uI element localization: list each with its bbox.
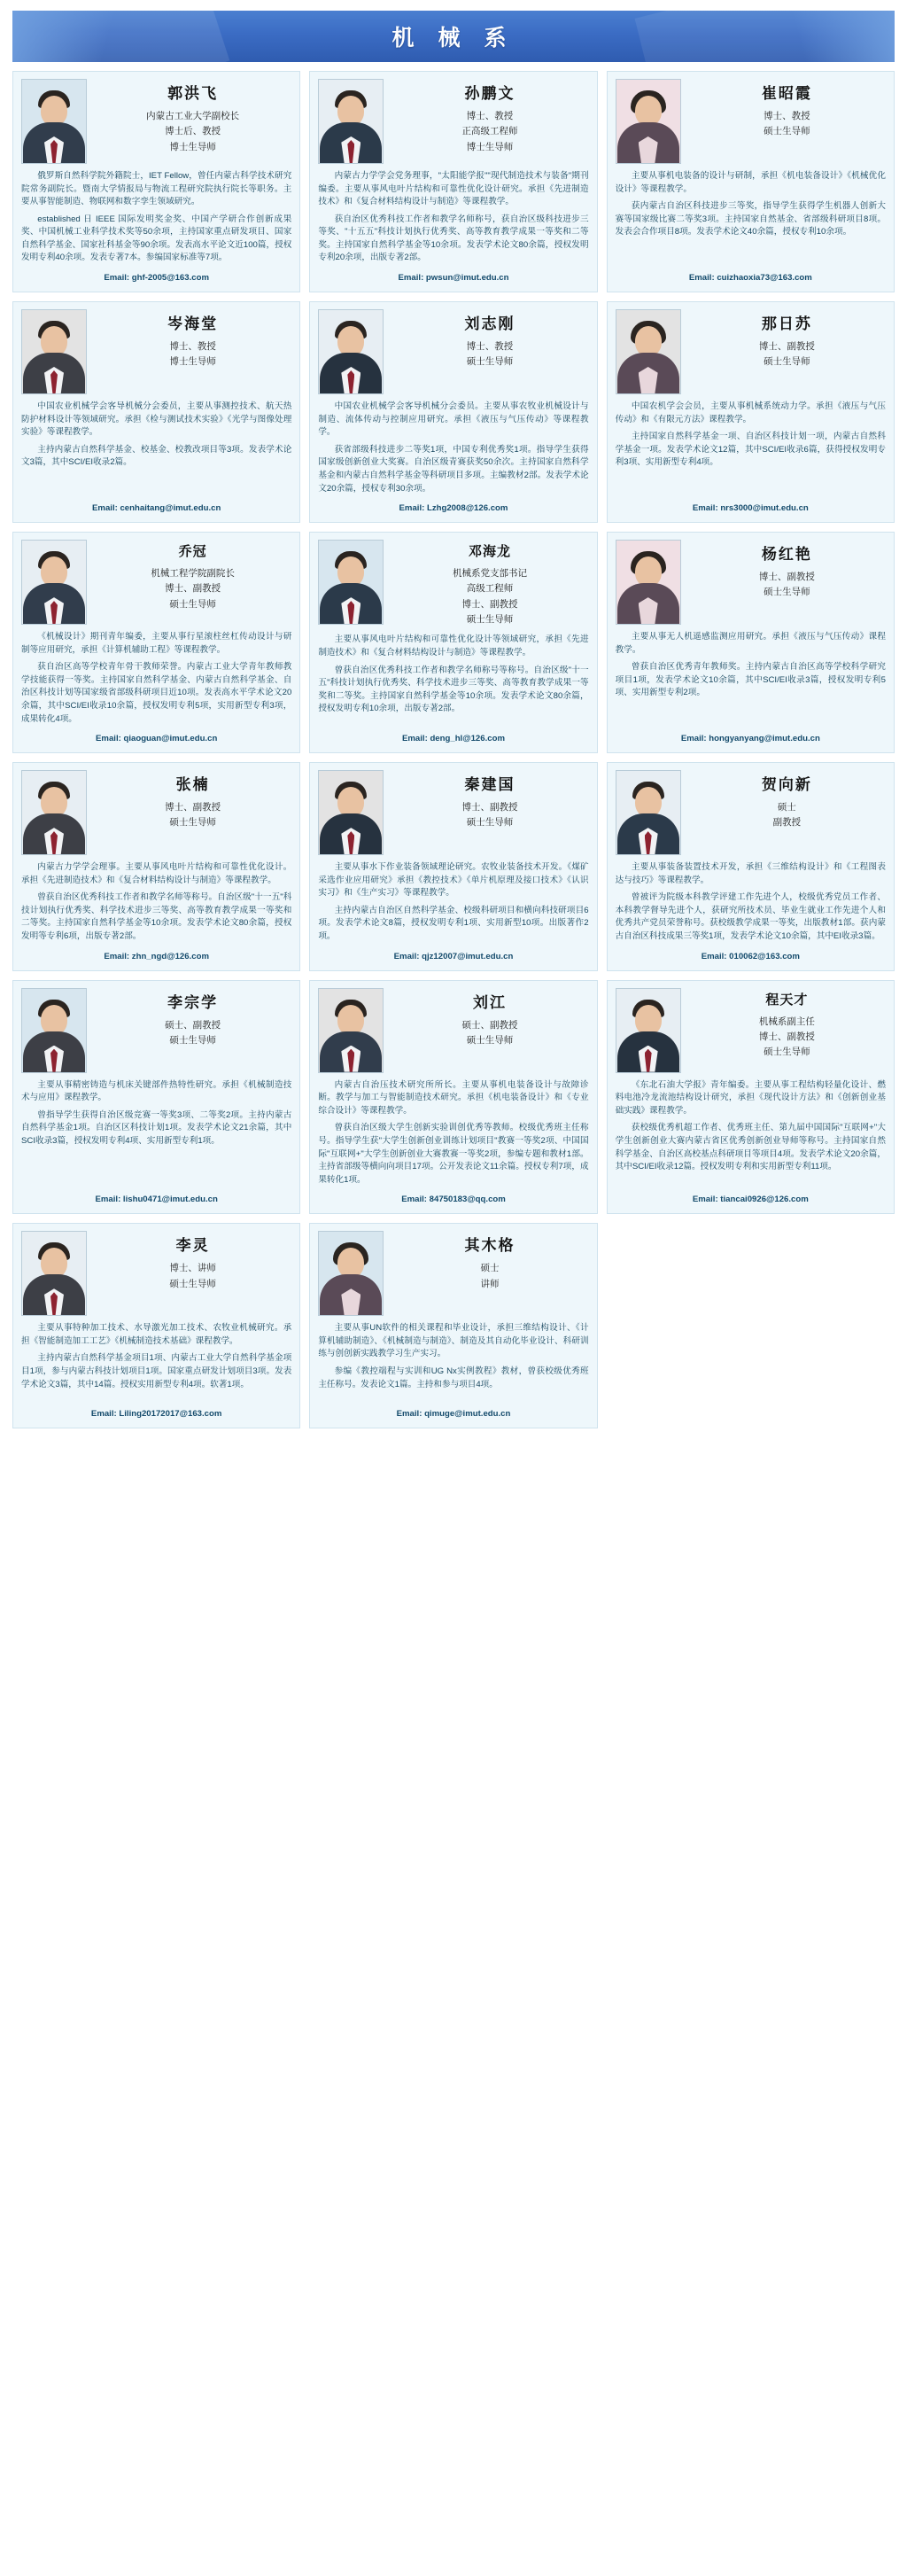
faculty-email[interactable]: Email: tiancai0926@126.com [692, 1195, 809, 1205]
faculty-title-line: 硕士生导师 [169, 817, 216, 829]
faculty-card [12, 762, 300, 970]
bio-paragraph: 获自治区优秀科技工作者和教学名师称号，获自治区级科技进步三等奖、"十五五"科技计划执行优秀奖、高等教育教学成果一等奖和二等奖。主持国家自然科学基金等10余项。发表学术论文80余篇，授权发明专利20余项，出版专著2部。 [318, 214, 589, 263]
bio-paragraph: 主要从事精密铸造与机床关键部件热特性研究。承担《机械制造技术与应用》课程教学。 [21, 1079, 292, 1103]
bio-paragraph: 主要从事风电叶片结构和可靠性优化设计等领域研究，承担《先进制造技术》和《复合材料结构设计与制造》等课程教学。 [318, 634, 589, 658]
faculty-name: 岑海堂 [167, 315, 219, 333]
faculty-card [607, 762, 895, 970]
faculty-title-line: 硕士生导师 [466, 817, 514, 829]
avatar [21, 79, 87, 164]
faculty-bio [318, 170, 588, 269]
name-block [94, 770, 291, 831]
card-header [318, 309, 588, 394]
name-block [94, 309, 291, 370]
faculty-bio [318, 861, 588, 947]
faculty-title-line: 硕士、副教授 [165, 1019, 221, 1031]
faculty-email[interactable]: Email: qjz12007@imut.edu.cn [393, 951, 514, 961]
faculty-title-line: 副教授 [772, 817, 802, 829]
faculty-bio [21, 1322, 291, 1405]
avatar [318, 1231, 384, 1316]
faculty-title-line: 博士生导师 [466, 141, 514, 152]
faculty-bio [21, 170, 291, 269]
avatar [318, 79, 384, 164]
avatar [21, 309, 87, 394]
faculty-titles [391, 800, 588, 831]
bio-paragraph: 《东北石油大学报》青年编委。主要从事工程结构轻量化设计、燃料电池冷龙流池结构设计研究，承担《现代设计方法》和《创新创业基础实践》课程教学。 [615, 1079, 886, 1116]
faculty-bio [21, 401, 291, 500]
bio-paragraph: 曾获自治区优秀青年教师奖。主持内蒙古自治区高等学校科学研究项目1项，发表学术论文10余篇，其中SCI/EI收录3篇，授权发明专利5项、实用新型专利2项。 [615, 662, 886, 698]
faculty-name: 其木格 [464, 1237, 516, 1255]
bio-paragraph: 中国农业机械学会客导机械分会委员，主要从事测控技术、航天热防护材料设计等领域研究。承担《检与测试技术实验》《光学与图像处理实验》等课程教学。 [21, 401, 292, 438]
faculty-name: 秦建国 [464, 776, 516, 794]
bio-paragraph: 主要从事机电装备的设计与研制，承担《机电装备设计》《机械优化设计》等课程教学。 [615, 171, 886, 194]
faculty-card [309, 532, 597, 753]
card-header [616, 309, 886, 394]
avatar [616, 988, 681, 1073]
card-header [616, 770, 886, 855]
faculty-name: 郭洪飞 [167, 85, 219, 102]
faculty-bio [616, 631, 886, 730]
bio-paragraph: 曾被评为院级本科教学评建工作先进个人，校级优秀党员工作者、本科教学督导先进个人，获研究所技术员、毕业生就业工作先进个人和优秀共产党员荣誉称号。获校级教学成果一等奖，出版教材1部。获内蒙古自治区科技成果三等奖1项，发表学术论文10余篇，其中EI收录3篇。 [615, 892, 886, 942]
bio-paragraph: 主要从事UN软件的相关课程和毕业设计，承担三维结构设计、《计算机辅助制造》、《机械制造与制造》、制造及其自动化毕业设计、科研训练与创创新实践教学习生产实习。 [318, 1323, 589, 1359]
bio-paragraph: 曾获自治区级大学生创新实验训创优秀等教师。校级优秀班主任称号。指导学生获"大学生创新创业训练计划项目"教赛一等奖2项、中国国际"互联网+"大学生创新创业大赛教赛一等奖2项，参编专题和教材1部。主持省部级等横向向项目17项。公开发表论文11余篇。授权专利7项，成果转化1项。 [318, 1123, 589, 1185]
avatar [21, 988, 87, 1073]
faculty-title-line: 硕士、副教授 [461, 1019, 518, 1031]
bio-paragraph: 主持内蒙古自治区自然科学基金、校级科研项目和横向科技研项目6项。发表学术论文8篇，授权发明专利1项、实用新型10项。出版著作2项。 [318, 905, 589, 942]
faculty-titles [688, 109, 886, 140]
faculty-title-line: 博士、讲师 [169, 1263, 216, 1274]
faculty-card [12, 71, 300, 292]
faculty-email[interactable]: Email: zhn_ngd@126.com [104, 951, 209, 961]
faculty-titles [688, 1015, 886, 1061]
page-banner [12, 11, 895, 62]
faculty-titles [94, 1261, 291, 1292]
avatar [616, 540, 681, 625]
faculty-titles [94, 566, 291, 612]
bio-paragraph: 主要从事水下作业装备领域理论研究。农牧业装备技术开发。《煤矿采选作业应用研究》承担《教控技术》《单片机原理及接口技术》《认识实习》和《生产实习》等课程教学。 [318, 862, 589, 899]
faculty-titles [688, 339, 886, 370]
card-header [21, 770, 291, 855]
faculty-titles [94, 339, 291, 370]
faculty-page [0, 11, 907, 2576]
faculty-email[interactable]: Email: deng_hl@126.com [401, 734, 505, 744]
faculty-title-line: 机械工程学院副院长 [151, 568, 235, 580]
faculty-card [309, 301, 597, 523]
bio-paragraph: 《机械设计》期刊青年编委，主要从事行星滚柱丝杠传动设计与研制等应用研究，承担《计算机辅助工程》等课程教学。 [21, 632, 292, 655]
faculty-title-line: 博士、教授 [466, 111, 514, 121]
faculty-title-line: 硕士生导师 [764, 356, 810, 368]
faculty-title-line: 硕士生导师 [169, 1034, 216, 1046]
card-header [21, 309, 291, 394]
faculty-title-line: 硕士生导师 [466, 614, 514, 626]
faculty-grid [0, 71, 907, 1428]
faculty-title-line: 讲师 [480, 1278, 500, 1289]
faculty-card [607, 980, 895, 1215]
card-header [318, 988, 588, 1073]
banner-left-decoration [12, 11, 145, 62]
faculty-name: 孙鹏文 [464, 85, 516, 102]
faculty-email[interactable]: Email: Liling20172017@163.com [90, 1409, 222, 1420]
avatar [21, 1231, 87, 1316]
faculty-name: 刘志刚 [464, 315, 516, 333]
avatar [318, 988, 384, 1073]
faculty-title-line: 博士生导师 [169, 141, 216, 152]
faculty-titles [688, 570, 886, 601]
faculty-title-line: 博士、教授 [169, 341, 216, 353]
faculty-card [309, 1223, 597, 1428]
faculty-email[interactable]: Email: 010062@163.com [701, 951, 800, 961]
faculty-name: 杨红艳 [761, 546, 812, 564]
faculty-title-line: 博士、副教授 [758, 1031, 815, 1042]
name-block [391, 1231, 588, 1292]
faculty-bio [21, 631, 291, 730]
faculty-titles [688, 800, 886, 831]
name-block [94, 988, 291, 1049]
avatar [318, 309, 384, 394]
faculty-title-line: 硕士生导师 [764, 126, 810, 137]
banner-right-decoration [762, 11, 895, 62]
card-header [21, 988, 291, 1073]
avatar [318, 770, 384, 855]
name-block [391, 988, 588, 1049]
faculty-card [12, 980, 300, 1215]
faculty-email[interactable]: Email: cenhaitang@imut.edu.cn [92, 503, 221, 514]
faculty-title-line: 正高级工程师 [461, 126, 518, 137]
name-block [391, 540, 588, 627]
faculty-card [12, 1223, 300, 1428]
bio-paragraph: 曾获自治区优秀科技工作者和教学名师称号等称号。自治区级"十一五"科技计划执行优秀奖、科学技术进步三等奖、高等教育教学成果一等奖和二等奖。主持国家自然科学基金等10余项。发表学术论文80余篇，授权发明专利10余项，出版专著2部。 [318, 665, 589, 714]
faculty-title-line: 博士、副教授 [461, 598, 518, 610]
card-header [318, 1231, 588, 1316]
bio-paragraph: 主持内蒙古自然科学基金、校基金、校教改项目等3项。发表学术论文3篇，其中SCI/EI收录2篇。 [21, 444, 292, 468]
faculty-email[interactable]: Email: Lzhg2008@126.com [399, 503, 508, 514]
faculty-title-line: 博士、副教授 [461, 802, 518, 813]
faculty-title-line: 硕士生导师 [169, 1278, 216, 1289]
faculty-bio [616, 401, 886, 500]
name-block [391, 79, 588, 155]
bio-paragraph: 获校级优秀机超工作者、优秀班主任、第九届中国国际"互联网+"大学生创新创业大赛内蒙古省区优秀创新创业导师等称号。主持国家自然科学基金、自治区高校基点科研项目等项目4项。发表学术论文20余篇，其中SCI/EI收录12篇。授权发明专利和实用新型专利11项。 [615, 1123, 886, 1172]
name-block [688, 988, 886, 1061]
name-block [688, 770, 886, 831]
faculty-titles [94, 109, 291, 155]
faculty-bio [21, 1079, 291, 1192]
faculty-titles [391, 339, 588, 370]
faculty-name: 李灵 [175, 1237, 210, 1255]
faculty-titles [391, 1018, 588, 1049]
avatar [21, 770, 87, 855]
faculty-title-line: 博士、副教授 [165, 583, 221, 595]
faculty-email[interactable]: Email: qiaoguan@imut.edu.cn [96, 734, 218, 744]
faculty-titles [391, 1261, 588, 1292]
bio-paragraph: 主要从事特种加工技术、水导激光加工技术、农牧业机械研究。承担《智能制造加工工艺》《机械制造技术基础》课程教学。 [21, 1323, 292, 1346]
card-header [21, 1231, 291, 1316]
name-block [94, 540, 291, 612]
faculty-name: 邓海龙 [468, 544, 511, 560]
faculty-email[interactable]: Email: qimuge@imut.edu.cn [396, 1409, 511, 1420]
faculty-card [607, 532, 895, 753]
faculty-titles [94, 800, 291, 831]
faculty-title-line: 博士、副教授 [758, 572, 815, 583]
faculty-title-line: 高级工程师 [466, 583, 514, 595]
faculty-title-line: 硕士生导师 [764, 587, 810, 598]
faculty-card [12, 532, 300, 753]
bio-paragraph: 参编《教控端程与实训和UG Nx实例教程》教材，曾获校级优秀班主任称号。发表论文1篇。主持和参与项目4项。 [318, 1366, 589, 1389]
avatar [21, 540, 87, 625]
faculty-bio [318, 634, 588, 730]
faculty-bio [616, 861, 886, 947]
faculty-bio [318, 401, 588, 500]
faculty-title-line: 机械系党支部书记 [452, 568, 527, 580]
faculty-card [12, 301, 300, 523]
bio-paragraph: 主持内蒙古自然科学基金项目1项、内蒙古工业大学自然科学基金项目1项，参与内蒙古科技计划项目1项。国家重点研发计划项目3项。发表学术论文3篇，其中14篇。授权实用新型专利4项。软著1项。 [21, 1353, 292, 1389]
bio-paragraph: 曾获自治区优秀科技工作者和教学名师等称号。自治区级"十一五"科技计划执行优秀奖、科学技术进步三等奖、高等教育教学成果一等奖和二等奖。主持国家自然科学基金等10余项。发表学术论文80余篇，授权发明等专利6项，出版专著2部。 [21, 892, 292, 942]
faculty-title-line: 硕士生导师 [169, 598, 216, 610]
faculty-bio [318, 1322, 588, 1405]
name-block [391, 770, 588, 831]
faculty-email[interactable]: Email: 84750183@qq.com [401, 1195, 506, 1205]
bio-paragraph: 内蒙古自治压技术研究所所长。主要从事机电装备设计与故障诊断。教学与加工与智能制造技术研究。承担《机电装备设计》和《专业综合设计》等课程教学。 [318, 1079, 589, 1116]
bio-paragraph: 主持国家自然科学基金一项、自治区科技计划一项，内蒙古自然科学基金一项。发表学术论文12篇，其中SCI/EI收录6篇，获得授权发明专利3项、实用新型专利4项。 [615, 432, 886, 468]
faculty-titles [391, 109, 588, 155]
faculty-card [309, 71, 597, 292]
bio-paragraph: 内蒙古力学学会党务理事，"太阳能学报""现代制造技术与装备"期刊编委。主要从事风电叶片结构和可靠性优化设计研究。承担《先进制造技术》和《复合材料结构设计与制造》等课程教学。 [318, 171, 589, 207]
faculty-title-line: 硕士生导师 [764, 1047, 810, 1058]
bio-paragraph: 曾指导学生获得自治区级竞赛一等奖3项、二等奖2项。主持内蒙古自然科学基金1项。自治区区科技计划1项。发表学术论文21余篇，其中SCI收录3篇，授权发明专利4项、实用新型专利1项。 [21, 1109, 292, 1146]
card-header [318, 540, 588, 627]
card-header [616, 540, 886, 625]
name-block [391, 309, 588, 370]
faculty-bio [616, 170, 886, 269]
bio-paragraph: 中国农机学会会员，主要从事机械系统动力学。承担《液压与气压传动》和《有限元方法》课程教学。 [615, 401, 886, 424]
faculty-title-line: 博士、教授 [764, 111, 810, 121]
bio-paragraph: established 日 IEEE 国际发明奖金奖、中国产学研合作创新成果奖、中国机械工业科学技术奖等50余项，主持国家重点研发项目、国家自然科学基金、国家社科基金等90余项。发表高水平论文近100篇，授权发明专利40余项。发表专著7本。参编国家标准等7项。 [21, 214, 292, 263]
avatar [318, 540, 384, 625]
card-header [616, 79, 886, 164]
faculty-email[interactable]: Email: nrs3000@imut.edu.cn [692, 503, 809, 514]
faculty-title-line: 内蒙古工业大学副校长 [146, 111, 240, 121]
bio-paragraph: 中国农业机械学会客导机械分会委员。主要从事农牧业机械设计与制造、流体传动与控制应用研究。承担《液压与气压传动》等课程教学。 [318, 401, 589, 438]
card-header [21, 79, 291, 164]
faculty-email[interactable]: Email: pwsun@imut.edu.cn [398, 273, 509, 284]
faculty-name: 张楠 [175, 776, 210, 794]
card-header [21, 540, 291, 625]
faculty-title-line: 硕士 [480, 1263, 500, 1274]
faculty-name: 刘江 [472, 993, 507, 1011]
faculty-title-line: 硕士生导师 [466, 356, 514, 368]
faculty-title-line: 博士、副教授 [758, 341, 815, 353]
faculty-title-line: 硕士生导师 [466, 1034, 514, 1046]
bio-paragraph: 俄罗斯自然科学院外籍院士，IET Fellow，曾任内蒙古科学技术研究院常务副院长。暨南大学情报局与物流工程研究院执行院长等职务。主要从事智能制造、物联网和数字孪生领域研究。 [21, 171, 292, 207]
faculty-bio [21, 861, 291, 947]
faculty-card [607, 71, 895, 292]
faculty-title-line: 机械系副主任 [758, 1016, 815, 1027]
faculty-email[interactable]: Email: ghf-2005@163.com [104, 273, 209, 284]
name-block [688, 309, 886, 370]
avatar [616, 309, 681, 394]
faculty-email[interactable]: Email: lishu0471@imut.edu.cn [95, 1195, 218, 1205]
faculty-titles [94, 1018, 291, 1049]
card-header [318, 770, 588, 855]
bio-paragraph: 主要从事装备装置技术开发，承担《三维结构设计》和《工程图表达与技巧》等课程教学。 [615, 862, 886, 885]
faculty-card [309, 980, 597, 1215]
faculty-name: 贺向新 [761, 776, 812, 794]
name-block [94, 1231, 291, 1292]
faculty-name: 乔冠 [178, 544, 207, 560]
faculty-title-line: 博士生导师 [169, 356, 216, 368]
faculty-name: 那日苏 [761, 315, 812, 333]
card-header [318, 79, 588, 164]
faculty-card [607, 301, 895, 523]
bio-paragraph: 获内蒙古自治区科技进步三等奖，指导学生获得学生机器人创新大赛等国家级比赛二等奖3项。主持国家自然基金、省部级科研项目8项。发表会合作项目8项。发表学术论文40余篇，授权专利10余项。 [615, 201, 886, 237]
page-title: 机 械 系 [391, 26, 516, 51]
faculty-bio [616, 1079, 886, 1192]
faculty-title-line: 博士、教授 [466, 341, 514, 353]
faculty-bio [318, 1079, 588, 1192]
faculty-titles [391, 566, 588, 627]
faculty-title-line: 硕士 [777, 802, 796, 813]
name-block [688, 540, 886, 601]
avatar [616, 79, 681, 164]
name-block [688, 79, 886, 140]
faculty-email[interactable]: Email: cuizhaoxia73@163.com [688, 273, 812, 284]
card-header [616, 988, 886, 1073]
name-block [94, 79, 291, 155]
avatar [616, 770, 681, 855]
faculty-name: 崔昭霞 [761, 85, 812, 102]
faculty-name: 程天才 [765, 992, 809, 1008]
faculty-title-line: 博士后、教授 [165, 126, 221, 137]
faculty-title-line: 博士、副教授 [165, 802, 221, 813]
faculty-card [309, 762, 597, 970]
faculty-name: 李宗学 [167, 993, 219, 1011]
faculty-email[interactable]: Email: hongyanyang@imut.edu.cn [680, 734, 820, 744]
bio-paragraph: 获省部级科技进步二等奖1项，中国专利优秀奖1项。指导学生获得国家级创新创业大奖赛。自治区级青赛获奖50余次。主持国家自然科学基金和内蒙古自然科学基金等科研项目多项。主编教材2部。发表学术论文20余篇，授权专利30余项。 [318, 444, 589, 494]
bio-paragraph: 获自治区高等学校青年骨干教师荣誉。内蒙古工业大学青年教师教学技能获得一等奖。主持国家自然科学基金、内蒙古自然科学基金、自治区科技计划等国家级省部级科研项目近10项。发表高水平学术论文20余篇，其中SCI/EI收录10余篇，授权发明专利5项，实用新型专利3项，成果转化4项。 [21, 662, 292, 724]
bio-paragraph: 主要从事无人机遥感监测应用研究。承担《液压与气压传动》课程教学。 [615, 632, 886, 655]
bio-paragraph: 内蒙古力学学会理事。主要从事风电叶片结构和可靠性优化设计。承担《先进制造技术》和《复合材料结构设计与制造》等课程教学。 [21, 862, 292, 885]
